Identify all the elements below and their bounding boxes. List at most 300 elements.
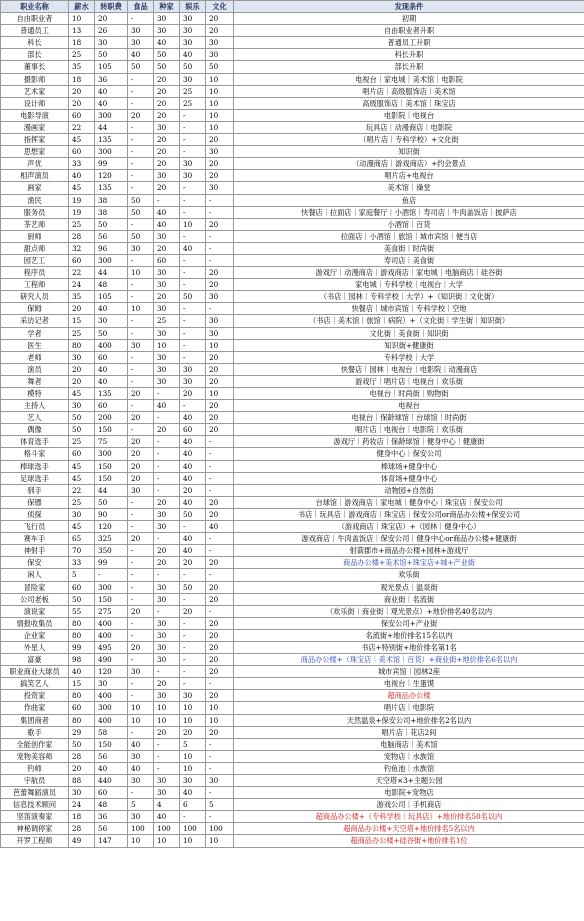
food-cell: 30 xyxy=(128,37,154,49)
culture-cell: 20 xyxy=(206,134,234,146)
home-cell: - xyxy=(154,484,180,496)
salary-cell: 45 xyxy=(69,388,95,400)
culture-cell: 20 xyxy=(206,557,234,569)
job-name-cell: 医生 xyxy=(1,339,69,351)
culture-cell: - xyxy=(206,194,234,206)
food-cell: 30 xyxy=(128,25,154,37)
culture-cell: 20 xyxy=(206,424,234,436)
transfer-fee-cell: 44 xyxy=(95,484,128,496)
transfer-fee-cell: 26 xyxy=(95,25,128,37)
home-cell: - xyxy=(154,569,180,581)
salary-cell: 80 xyxy=(69,714,95,726)
culture-cell: 30 xyxy=(206,291,234,303)
culture-cell: 30 xyxy=(206,775,234,787)
food-cell: 5 xyxy=(128,799,154,811)
food-cell: - xyxy=(128,73,154,85)
home-cell: 60 xyxy=(154,254,180,266)
home-cell: 30 xyxy=(154,25,180,37)
job-name-cell: 服务员 xyxy=(1,206,69,218)
job-name-cell: 棒球选手 xyxy=(1,460,69,472)
job-name-cell: 模特 xyxy=(1,388,69,400)
transfer-fee-cell: 150 xyxy=(95,460,128,472)
table-row xyxy=(1,25,584,37)
salary-cell: 28 xyxy=(69,750,95,762)
condition-cell: 钓鱼池｜水族馆 xyxy=(234,762,584,774)
header-condition: 发现条件 xyxy=(234,1,584,13)
job-name-cell: 工程师 xyxy=(1,279,69,291)
salary-cell: 80 xyxy=(69,339,95,351)
table-row xyxy=(1,787,584,799)
culture-cell: 20 xyxy=(206,581,234,593)
entertainment-cell: - xyxy=(180,811,206,823)
entertainment-cell: 50 xyxy=(180,581,206,593)
home-cell: 40 xyxy=(154,218,180,230)
home-cell: - xyxy=(154,738,180,750)
culture-cell: - xyxy=(206,569,234,581)
table-row xyxy=(1,690,584,702)
food-cell: 40 xyxy=(128,49,154,61)
home-cell: 20 xyxy=(154,134,180,146)
table-row xyxy=(1,702,584,714)
culture-cell: - xyxy=(206,206,234,218)
table-row xyxy=(1,811,584,823)
culture-cell: 10 xyxy=(206,109,234,121)
table-row xyxy=(1,678,584,690)
transfer-fee-cell: 150 xyxy=(95,738,128,750)
job-name-cell: 程序员 xyxy=(1,267,69,279)
food-cell: - xyxy=(128,726,154,738)
job-name-cell: 老师 xyxy=(1,351,69,363)
table-row xyxy=(1,388,584,400)
condition-cell: 部长升职 xyxy=(234,61,584,73)
transfer-fee-cell: 56 xyxy=(95,230,128,242)
food-cell: - xyxy=(128,400,154,412)
condition-cell: 超商品办公楼+（专科学校｜玩具店）+地价排名50名以内 xyxy=(234,811,584,823)
culture-cell: 20 xyxy=(206,629,234,641)
condition-cell: 唱片店+电视台 xyxy=(234,170,584,182)
table-row xyxy=(1,37,584,49)
transfer-fee-cell: 440 xyxy=(95,775,128,787)
condition-cell: 电视台｜保龄球馆｜台球馆｜时尚街 xyxy=(234,412,584,424)
table-row xyxy=(1,61,584,73)
home-cell: 30 xyxy=(154,521,180,533)
salary-cell: 50 xyxy=(69,424,95,436)
home-cell: 10 xyxy=(154,714,180,726)
food-cell: - xyxy=(128,182,154,194)
food-cell: 10 xyxy=(128,267,154,279)
job-name-cell: 设计师 xyxy=(1,97,69,109)
food-cell: - xyxy=(128,629,154,641)
entertainment-cell: - xyxy=(180,267,206,279)
table-row xyxy=(1,738,584,750)
home-cell: 30 xyxy=(154,375,180,387)
food-cell: - xyxy=(128,496,154,508)
job-name-cell: 赛车手 xyxy=(1,533,69,545)
home-cell: 20 xyxy=(154,73,180,85)
transfer-fee-cell: 96 xyxy=(95,242,128,254)
job-name-cell: 格斗家 xyxy=(1,448,69,460)
entertainment-cell: - xyxy=(180,109,206,121)
culture-cell: 20 xyxy=(206,593,234,605)
food-cell: - xyxy=(128,690,154,702)
job-name-cell: 宇航员 xyxy=(1,775,69,787)
condition-cell: 唱片店｜高级服饰店｜美术馆 xyxy=(234,85,584,97)
table-row xyxy=(1,521,584,533)
entertainment-cell: - xyxy=(180,617,206,629)
culture-cell: 10 xyxy=(206,835,234,847)
home-cell: 30 xyxy=(154,593,180,605)
transfer-fee-cell: - xyxy=(95,569,128,581)
food-cell: 20 xyxy=(128,448,154,460)
home-cell: - xyxy=(154,460,180,472)
entertainment-cell: 40 xyxy=(180,472,206,484)
table-row xyxy=(1,835,584,847)
salary-cell: 50 xyxy=(69,738,95,750)
salary-cell: 25 xyxy=(69,496,95,508)
job-name-cell: 职业商业大球员 xyxy=(1,666,69,678)
job-name-cell: 茶艺师 xyxy=(1,218,69,230)
job-name-cell: 艺人 xyxy=(1,412,69,424)
home-cell: 20 xyxy=(154,146,180,158)
food-cell: - xyxy=(128,654,154,666)
home-cell: 30 xyxy=(154,787,180,799)
home-cell: 20 xyxy=(154,97,180,109)
job-name-cell: 全能创作家 xyxy=(1,738,69,750)
salary-cell: 45 xyxy=(69,134,95,146)
table-row xyxy=(1,363,584,375)
culture-cell: 40 xyxy=(206,521,234,533)
food-cell: - xyxy=(128,351,154,363)
table-row xyxy=(1,799,584,811)
transfer-fee-cell: 40 xyxy=(95,85,128,97)
salary-cell: 22 xyxy=(69,267,95,279)
entertainment-cell: - xyxy=(180,182,206,194)
entertainment-cell: - xyxy=(180,641,206,653)
job-name-cell: 作曲家 xyxy=(1,702,69,714)
entertainment-cell: 50 xyxy=(180,508,206,520)
job-name-cell: 开罗工程师 xyxy=(1,835,69,847)
salary-cell: 40 xyxy=(69,666,95,678)
food-cell: 40 xyxy=(128,738,154,750)
transfer-fee-cell: 40 xyxy=(95,97,128,109)
condition-cell: 电影院+宠物店 xyxy=(234,787,584,799)
entertainment-cell: - xyxy=(180,206,206,218)
food-cell: - xyxy=(128,134,154,146)
table-row xyxy=(1,303,584,315)
salary-cell: 20 xyxy=(69,762,95,774)
transfer-fee-cell: 38 xyxy=(95,194,128,206)
condition-cell: 保安公司+产业街 xyxy=(234,617,584,629)
header-job-name: 职业名称 xyxy=(1,1,69,13)
transfer-fee-cell: 60 xyxy=(95,351,128,363)
transfer-fee-cell: 350 xyxy=(95,545,128,557)
home-cell: 50 xyxy=(154,49,180,61)
food-cell: - xyxy=(128,279,154,291)
table-row xyxy=(1,230,584,242)
transfer-fee-cell: 300 xyxy=(95,146,128,158)
food-cell: - xyxy=(128,375,154,387)
entertainment-cell: 30 xyxy=(180,690,206,702)
transfer-fee-cell: 48 xyxy=(95,799,128,811)
culture-cell: 10 xyxy=(206,85,234,97)
culture-cell: - xyxy=(206,762,234,774)
home-cell: - xyxy=(154,388,180,400)
job-name-cell: 部长 xyxy=(1,49,69,61)
condition-cell: 小酒馆｜百货 xyxy=(234,218,584,230)
entertainment-cell: 20 xyxy=(180,557,206,569)
entertainment-cell: 10 xyxy=(180,702,206,714)
table-row xyxy=(1,726,584,738)
home-cell: 10 xyxy=(154,835,180,847)
job-name-cell: 艺术家 xyxy=(1,85,69,97)
transfer-fee-cell: 36 xyxy=(95,73,128,85)
table-row xyxy=(1,412,584,424)
salary-cell: 20 xyxy=(69,303,95,315)
culture-cell: 20 xyxy=(206,158,234,170)
job-name-cell: 公司老板 xyxy=(1,593,69,605)
entertainment-cell: 30 xyxy=(180,170,206,182)
job-name-cell: 董事长 xyxy=(1,61,69,73)
culture-cell: 10 xyxy=(206,388,234,400)
salary-cell: 35 xyxy=(69,61,95,73)
entertainment-cell: - xyxy=(180,279,206,291)
home-cell: 30 xyxy=(154,363,180,375)
culture-cell: 20 xyxy=(206,218,234,230)
home-cell: 20 xyxy=(154,85,180,97)
food-cell: 50 xyxy=(128,206,154,218)
table-row xyxy=(1,339,584,351)
culture-cell: - xyxy=(206,750,234,762)
culture-cell: - xyxy=(206,484,234,496)
culture-cell: 20 xyxy=(206,496,234,508)
food-cell: - xyxy=(128,291,154,303)
condition-cell: 快餐店｜拉面店｜家庭餐厅｜小酒馆｜寿司店｜牛肉盖饭店｜披萨店 xyxy=(234,206,584,218)
table-row xyxy=(1,484,584,496)
job-name-cell: 搞笑艺人 xyxy=(1,678,69,690)
salary-cell: 33 xyxy=(69,158,95,170)
home-cell: 30 xyxy=(154,279,180,291)
culture-cell: 20 xyxy=(206,375,234,387)
transfer-fee-cell: 75 xyxy=(95,436,128,448)
job-name-cell: 甜点师 xyxy=(1,242,69,254)
table-row xyxy=(1,327,584,339)
entertainment-cell: - xyxy=(180,327,206,339)
transfer-fee-cell: 400 xyxy=(95,617,128,629)
salary-cell: 45 xyxy=(69,182,95,194)
condition-cell: 唱片店｜电影院 xyxy=(234,702,584,714)
home-cell: 50 xyxy=(154,61,180,73)
home-cell: 4 xyxy=(154,799,180,811)
food-cell: 50 xyxy=(128,194,154,206)
condition-cell: （游戏商店｜珠宝店）+（园林｜健身中心） xyxy=(234,521,584,533)
table-row xyxy=(1,267,584,279)
transfer-fee-cell: 40 xyxy=(95,363,128,375)
salary-cell: 15 xyxy=(69,678,95,690)
salary-cell: 29 xyxy=(69,726,95,738)
home-cell: 20 xyxy=(154,557,180,569)
job-name-cell: 侦探 xyxy=(1,508,69,520)
food-cell: - xyxy=(128,787,154,799)
job-name-cell: 足球选手 xyxy=(1,472,69,484)
condition-cell: 快餐店｜园林｜电视台｜电影院｜动漫商店 xyxy=(234,363,584,375)
transfer-fee-cell: 38 xyxy=(95,206,128,218)
job-name-cell: 体育选手 xyxy=(1,436,69,448)
salary-cell: 30 xyxy=(69,508,95,520)
entertainment-cell: 30 xyxy=(180,158,206,170)
food-cell: 100 xyxy=(128,823,154,835)
transfer-fee-cell: 105 xyxy=(95,291,128,303)
job-name-cell: 研究人员 xyxy=(1,291,69,303)
salary-cell: 10 xyxy=(69,13,95,25)
salary-cell: 60 xyxy=(69,581,95,593)
food-cell: 20 xyxy=(128,605,154,617)
entertainment-cell: - xyxy=(180,146,206,158)
food-cell: - xyxy=(128,254,154,266)
salary-cell: 50 xyxy=(69,593,95,605)
salary-cell: 80 xyxy=(69,629,95,641)
food-cell: - xyxy=(128,121,154,133)
entertainment-cell: - xyxy=(180,629,206,641)
entertainment-cell: 20 xyxy=(180,605,206,617)
food-cell: - xyxy=(128,581,154,593)
table-row xyxy=(1,194,584,206)
culture-cell: 20 xyxy=(206,13,234,25)
transfer-fee-cell: 400 xyxy=(95,629,128,641)
food-cell: 50 xyxy=(128,230,154,242)
condition-cell: 体育场+健身中心 xyxy=(234,472,584,484)
job-name-cell: 园艺工 xyxy=(1,254,69,266)
salary-cell: 24 xyxy=(69,799,95,811)
table-row xyxy=(1,750,584,762)
entertainment-cell: 50 xyxy=(180,291,206,303)
transfer-fee-cell: 50 xyxy=(95,49,128,61)
condition-cell: 电视台｜家电城｜美术馆｜电影院 xyxy=(234,73,584,85)
job-name-cell: 保姆 xyxy=(1,303,69,315)
transfer-fee-cell: 99 xyxy=(95,158,128,170)
transfer-fee-cell: 300 xyxy=(95,109,128,121)
home-cell: - xyxy=(154,533,180,545)
transfer-fee-cell: 300 xyxy=(95,581,128,593)
job-name-cell: 声优 xyxy=(1,158,69,170)
food-cell: - xyxy=(128,508,154,520)
header-transfer-fee: 转职费 xyxy=(95,1,128,13)
food-cell: 40 xyxy=(128,762,154,774)
home-cell: 25 xyxy=(154,315,180,327)
home-cell: - xyxy=(154,605,180,617)
food-cell: 30 xyxy=(128,484,154,496)
transfer-fee-cell: 30 xyxy=(95,315,128,327)
condition-cell: （书店｜美术馆｜旅馆｜病院）+（文化街｜学生街｜知识街） xyxy=(234,315,584,327)
transfer-fee-cell: 120 xyxy=(95,666,128,678)
culture-cell: - xyxy=(206,230,234,242)
table-row xyxy=(1,472,584,484)
job-name-cell: 普通员工 xyxy=(1,25,69,37)
culture-cell: 10 xyxy=(206,97,234,109)
home-cell: 30 xyxy=(154,581,180,593)
entertainment-cell: 20 xyxy=(180,484,206,496)
salary-cell: 45 xyxy=(69,521,95,533)
transfer-fee-cell: 90 xyxy=(95,508,128,520)
culture-cell: 10 xyxy=(206,121,234,133)
table-row xyxy=(1,242,584,254)
food-cell: - xyxy=(128,315,154,327)
entertainment-cell: 30 xyxy=(180,13,206,25)
entertainment-cell: - xyxy=(180,666,206,678)
entertainment-cell: 30 xyxy=(180,25,206,37)
culture-cell: - xyxy=(206,811,234,823)
table-row xyxy=(1,605,584,617)
transfer-fee-cell: 120 xyxy=(95,170,128,182)
job-name-cell: 情报收集员 xyxy=(1,617,69,629)
table-row xyxy=(1,714,584,726)
condition-cell: 美术馆｜澡堂 xyxy=(234,182,584,194)
culture-cell: 20 xyxy=(206,617,234,629)
condition-cell: 超商品办公楼+天空塔+地价排名5名以内 xyxy=(234,823,584,835)
culture-cell: 30 xyxy=(206,182,234,194)
home-cell: 30 xyxy=(154,508,180,520)
transfer-fee-cell: 40 xyxy=(95,375,128,387)
home-cell: - xyxy=(154,436,180,448)
transfer-fee-cell: 56 xyxy=(95,823,128,835)
job-name-cell: 采访记者 xyxy=(1,315,69,327)
entertainment-cell: 40 xyxy=(180,412,206,424)
home-cell: - xyxy=(154,762,180,774)
condition-cell: 超商品办公楼+硅谷街+地价排名1位 xyxy=(234,835,584,847)
header-home: 种家 xyxy=(154,1,180,13)
table-row xyxy=(1,134,584,146)
culture-cell: 10 xyxy=(206,73,234,85)
entertainment-cell: 20 xyxy=(180,726,206,738)
table-row xyxy=(1,400,584,412)
salary-cell: 49 xyxy=(69,835,95,847)
entertainment-cell: - xyxy=(180,521,206,533)
home-cell: 30 xyxy=(154,775,180,787)
culture-cell: 20 xyxy=(206,170,234,182)
job-name-cell: 飞行员 xyxy=(1,521,69,533)
transfer-fee-cell: 44 xyxy=(95,267,128,279)
job-name-cell: 驯手 xyxy=(1,484,69,496)
culture-cell: - xyxy=(206,678,234,690)
transfer-fee-cell: 50 xyxy=(95,218,128,230)
transfer-fee-cell: 300 xyxy=(95,448,128,460)
food-cell: 20 xyxy=(128,388,154,400)
job-name-cell: 演员 xyxy=(1,363,69,375)
salary-cell: 45 xyxy=(69,460,95,472)
entertainment-cell: - xyxy=(180,303,206,315)
entertainment-cell: 30 xyxy=(180,375,206,387)
entertainment-cell: 40 xyxy=(180,448,206,460)
table-row xyxy=(1,641,584,653)
transfer-fee-cell: 300 xyxy=(95,254,128,266)
entertainment-cell: 10 xyxy=(180,218,206,230)
salary-cell: 18 xyxy=(69,73,95,85)
condition-cell: 商业街｜名流街 xyxy=(234,593,584,605)
condition-cell: 玩具店｜动漫商店｜电影院 xyxy=(234,121,584,133)
table-row xyxy=(1,581,584,593)
home-cell: 30 xyxy=(154,121,180,133)
home-cell: 20 xyxy=(154,726,180,738)
table-row xyxy=(1,146,584,158)
condition-cell: 文化街｜美食街｜知识街 xyxy=(234,327,584,339)
condition-cell: 射箭郡市+商品办公楼+园林+游戏厅 xyxy=(234,545,584,557)
salary-cell: 70 xyxy=(69,545,95,557)
condition-cell: 初期 xyxy=(234,13,584,25)
table-row xyxy=(1,73,584,85)
food-cell: 20 xyxy=(128,436,154,448)
condition-cell: 拉面店｜小酒馆｜旅馆｜城市宾馆｜便当店 xyxy=(234,230,584,242)
condition-cell: 电影院｜电视台 xyxy=(234,109,584,121)
condition-cell: 超商品办公楼 xyxy=(234,690,584,702)
